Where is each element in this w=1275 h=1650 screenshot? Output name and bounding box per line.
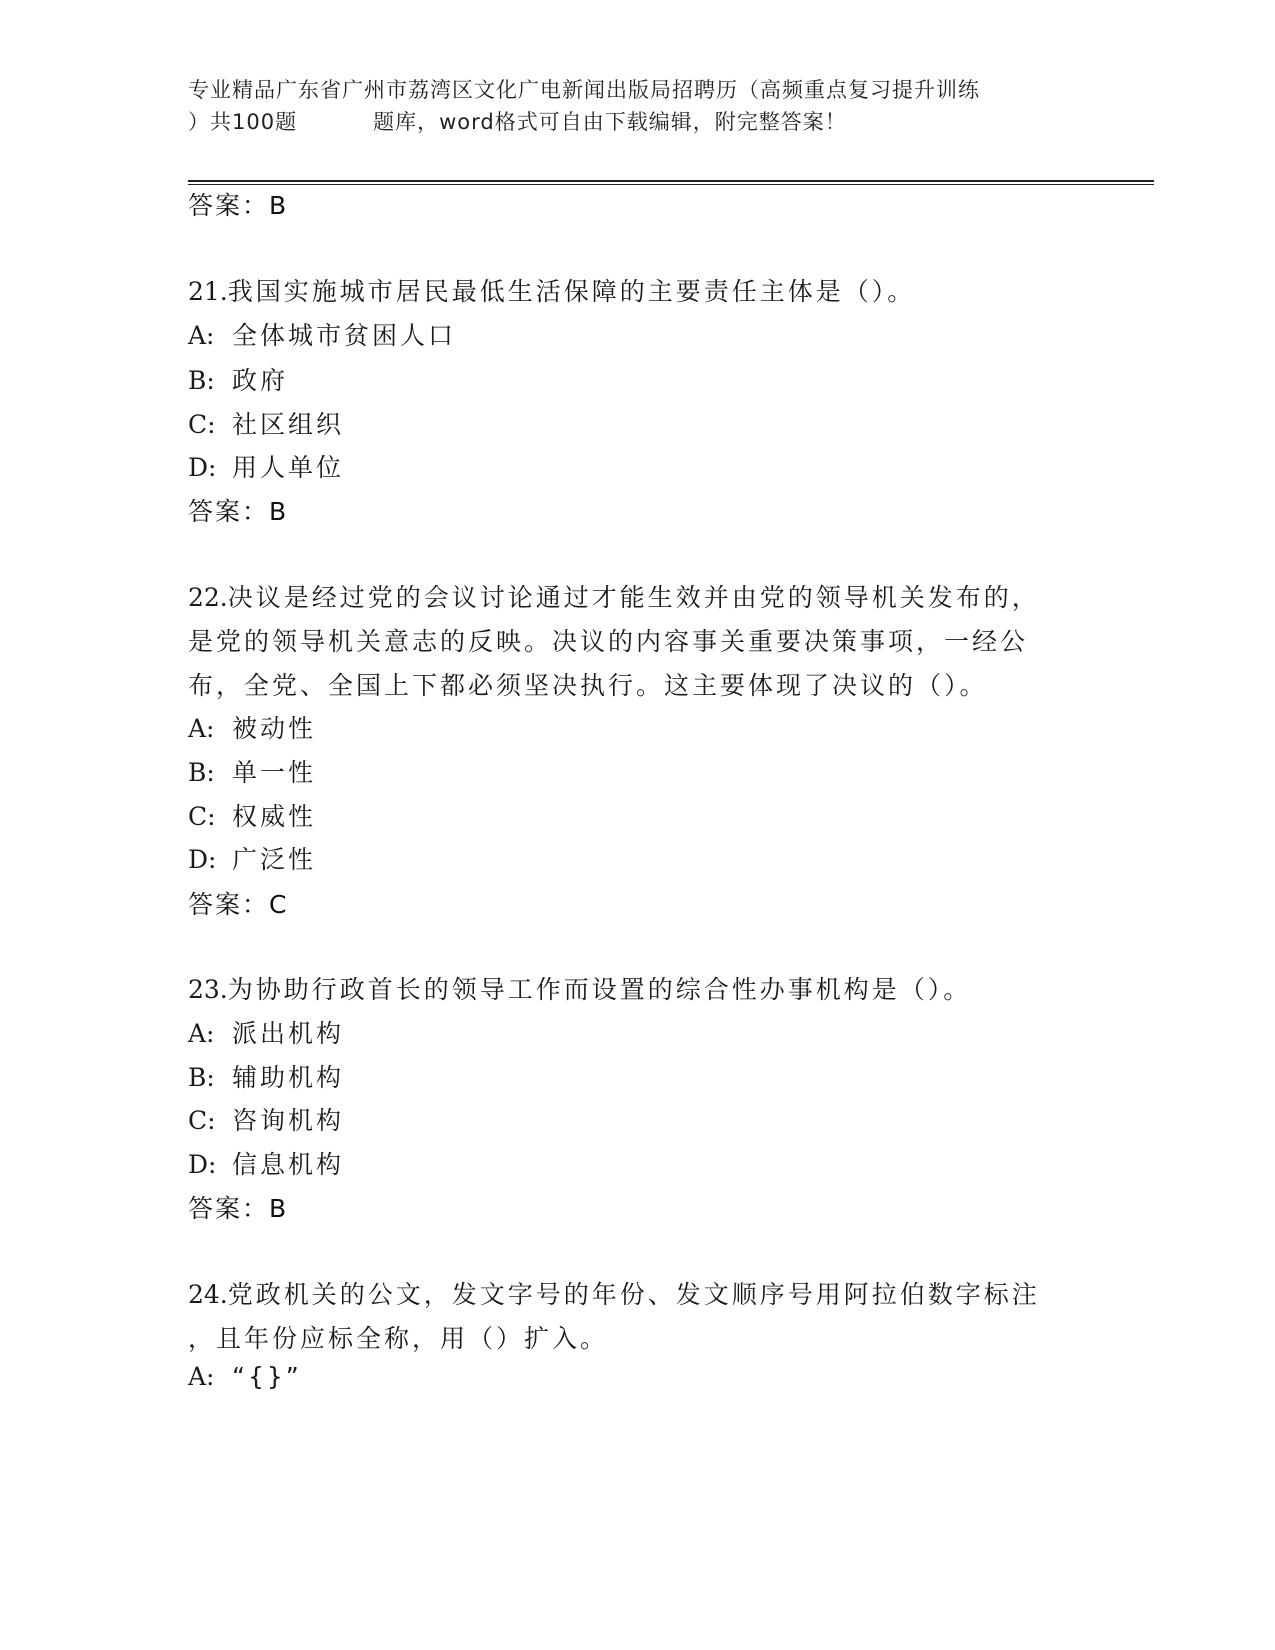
question-21-option-c: [188, 405, 344, 441]
option-key: A:: [188, 1019, 215, 1048]
header-line-2: [188, 106, 1088, 138]
option-key: C:: [188, 802, 216, 831]
answer-prev: 答案：B: [188, 191, 289, 220]
question-24-stem-line-2: ，且年份应标全称，用（）扩入。: [188, 1324, 609, 1353]
option-text: 全体城市贫困人口: [232, 321, 457, 350]
option-text: 权威性: [232, 802, 317, 831]
option-text: 咨询机构: [232, 1106, 345, 1135]
header-rule-thin: [188, 184, 1154, 185]
question-21-text: 我国实施城市居民最低生活保障的主要责任主体是（）。: [227, 277, 916, 306]
option-text: 被动性: [232, 714, 317, 743]
document-header: [188, 74, 1088, 138]
option-key: C:: [188, 1106, 216, 1135]
question-22-stem-line-2: 是党的领导机关意志的反映。决议的内容事关重要决策事项，一经公: [188, 627, 1029, 656]
question-22-stem-line-1: [188, 578, 1040, 614]
option-text: 辅助机构: [232, 1063, 345, 1092]
option-key: A:: [188, 321, 215, 350]
option-text: 广泛性: [232, 845, 317, 874]
option-text: 信息机构: [232, 1150, 345, 1179]
question-21-answer: 答案：B: [188, 497, 289, 526]
question-21-option-b: [188, 361, 288, 397]
question-23-stem: [188, 970, 971, 1006]
option-key: B:: [188, 1063, 215, 1092]
header-line-2-part-b: 题库，word格式可自由下载编辑，附完整答案！: [373, 110, 847, 134]
question-23-text: 为协助行政首长的领导工作而设置的综合性办事机构是（）。: [227, 975, 972, 1004]
option-text: 单一性: [232, 758, 317, 787]
question-23-number: 23.: [188, 975, 228, 1004]
option-key: D:: [188, 845, 217, 874]
question-21-option-a: [188, 316, 456, 352]
question-24-stem-line-1: [188, 1275, 1040, 1311]
question-23-option-b: [188, 1058, 344, 1094]
question-21-number: 21.: [188, 277, 228, 306]
option-key: C:: [188, 410, 216, 439]
question-22-option-c: [188, 797, 316, 833]
question-23-option-c: [188, 1101, 344, 1137]
question-23-option-a: [188, 1014, 344, 1050]
option-key: B:: [188, 366, 215, 395]
option-text: 政府: [232, 366, 289, 395]
option-text: 派出机构: [232, 1019, 345, 1048]
option-key: A:: [188, 714, 215, 743]
question-22-option-d: [188, 840, 316, 876]
question-22-option-a: [188, 709, 316, 745]
header-rule-thick: [188, 180, 1154, 182]
option-key: D:: [188, 1150, 217, 1179]
question-24-option-a: [188, 1362, 302, 1391]
option-key: B:: [188, 758, 215, 787]
question-21-stem: [188, 272, 915, 308]
option-key: D:: [188, 453, 217, 482]
question-22-answer: 答案：C: [188, 890, 289, 919]
question-22-text: 决议是经过党的会议讨论通过才能生效并由党的领导机关发布的，: [227, 583, 1040, 612]
option-key: A:: [188, 1362, 215, 1391]
question-22-stem-line-3: 布，全党、全国上下都必须坚决执行。这主要体现了决议的（）。: [188, 671, 988, 700]
option-text: 用人单位: [232, 453, 345, 482]
option-text: “{}”: [232, 1362, 302, 1391]
question-23-answer: 答案：B: [188, 1194, 289, 1223]
question-22-number: 22.: [188, 583, 228, 612]
header-line-1: 专业精品广东省广州市荔湾区文化广电新闻出版局招聘历（高频重点复习提升训练: [188, 78, 980, 102]
question-24-number: 24.: [188, 1280, 228, 1309]
question-21-option-d: [188, 448, 344, 484]
question-22-option-b: [188, 753, 316, 789]
question-23-option-d: [188, 1145, 344, 1181]
question-24-text: 党政机关的公文，发文字号的年份、发文顺序号用阿拉伯数字标注: [227, 1280, 1040, 1309]
option-text: 社区组织: [232, 410, 345, 439]
header-line-2-part-a: ）共100题: [188, 110, 298, 134]
